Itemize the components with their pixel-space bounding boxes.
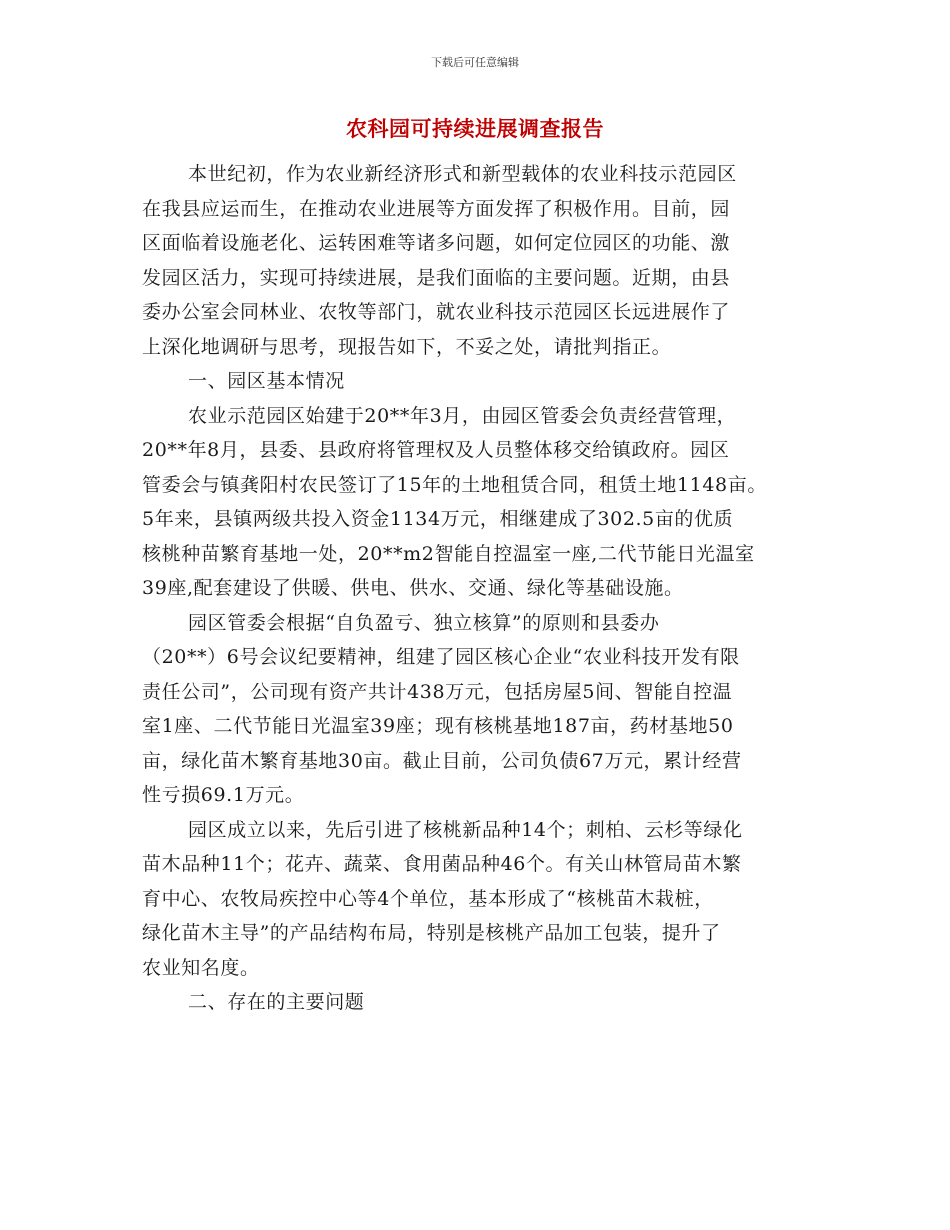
body-line: 20**年8月，县委、县政府将管理权及人员整体移交给镇政府。园区 bbox=[142, 439, 730, 461]
body-line: 园区成立以来，先后引进了核桃新品种14个；刺柏、云杉等绿化 bbox=[188, 818, 743, 841]
body-line: 亩，绿化苗木繁育基地30亩。截止目前，公司负债67万元，累计经营 bbox=[142, 749, 742, 772]
body-line: 上深化地调研与思考，现报告如下，不妥之处，请批判指正。 bbox=[142, 335, 672, 358]
document-body bbox=[142, 157, 842, 1020]
body-line: 农业示范园区始建于20**年3月，由园区管委会负责经营管理， bbox=[188, 404, 737, 427]
body-line: 发园区活力，实现可持续进展，是我们面临的主要问题。近期，由县 bbox=[142, 266, 731, 289]
body-line: （20**）6号会议纪要精神，组建了园区核心企业“农业科技开发有限 bbox=[142, 646, 740, 668]
body-line: 园区管委会根据“自负盈亏、独立核算”的原则和县委办 bbox=[188, 611, 660, 634]
body-line: 本世纪初，作为农业新经济形式和新型载体的农业科技示范园区 bbox=[188, 163, 737, 185]
header-note: 下载后可任意编辑 bbox=[431, 56, 519, 69]
body-line: 5年来，县镇两级共投入资金1134万元，相继建成了302.5亩的优质 bbox=[142, 508, 734, 530]
body-line: 管委会与镇龚阳村农民签订了15年的土地租赁合同，租赁土地1148亩。 bbox=[142, 473, 767, 496]
body-line: 二、存在的主要问题 bbox=[188, 991, 365, 1013]
body-line: 苗木品种11个；花卉、蔬菜、食用菌品种46个。有关山林管局苗木繁 bbox=[142, 853, 742, 875]
body-line: 在我县应运而生，在推动农业进展等方面发挥了积极作用。目前，园 bbox=[142, 197, 731, 220]
body-line: 39座,配套建设了供暖、供电、供水、交通、绿化等基础设施。 bbox=[142, 577, 684, 599]
body-line: 责任公司”，公司现有资产共计438万元，包括房屋5间、智能自控温 bbox=[142, 680, 733, 703]
body-line: 室1座、二代节能日光温室39座；现有核桃基地187亩，药材基地50 bbox=[142, 715, 734, 737]
body-line: 绿化苗木主导”的产品结构布局，特别是核桃产品加工包装，提升了 bbox=[142, 922, 721, 944]
body-line: 一、园区基本情况 bbox=[188, 370, 345, 392]
body-line: 农业知名度。 bbox=[142, 956, 260, 979]
body-line: 性亏损69.1万元。 bbox=[142, 784, 305, 806]
document-title: 农科园可持续进展调查报告 bbox=[346, 116, 604, 141]
body-line: 委办公室会同林业、农牧等部门，就农业科技示范园区长远进展作了 bbox=[142, 301, 731, 323]
body-line: 核桃种苗繁育基地一处，20**m2智能自控温室一座,二代节能日光温室 bbox=[142, 542, 755, 565]
body-line: 区面临着设施老化、运转困难等诸多问题，如何定位园区的功能、激 bbox=[142, 232, 731, 254]
body-line: 育中心、农牧局疾控中心等4个单位，基本形成了“核桃苗木栽桩， bbox=[142, 887, 714, 910]
